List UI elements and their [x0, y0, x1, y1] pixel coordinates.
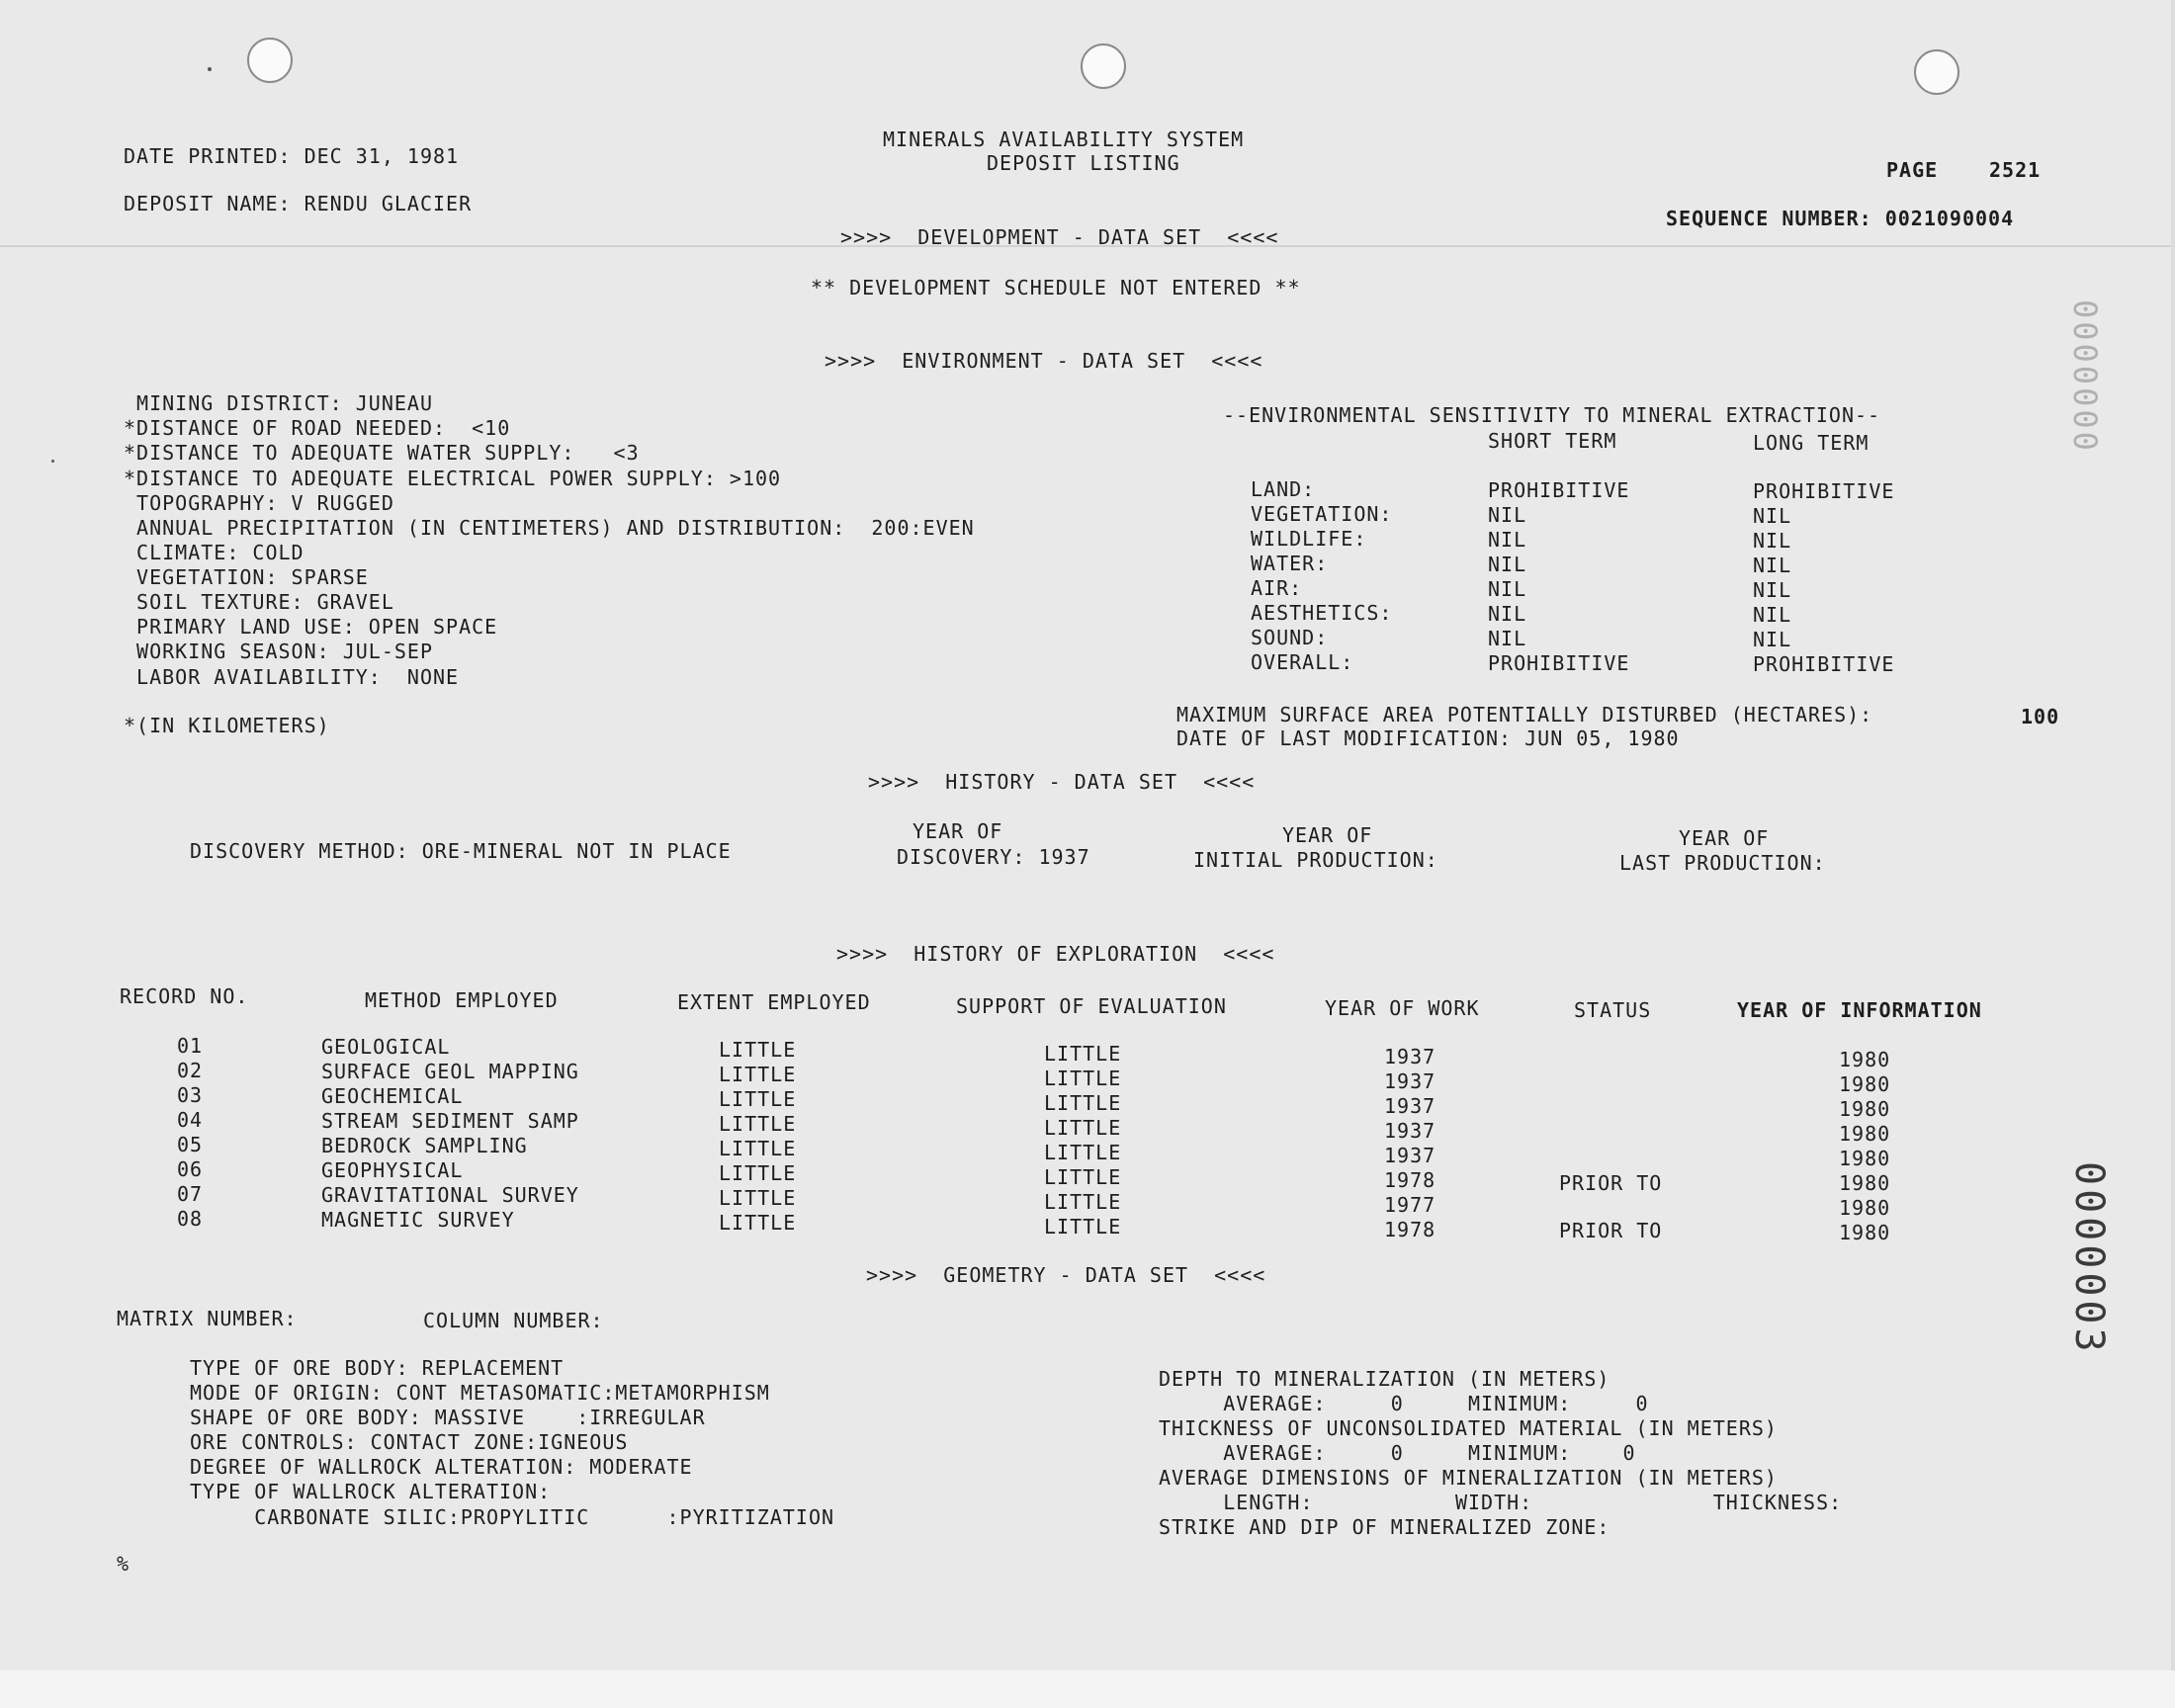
cell-year-info: 1980 [1839, 1147, 1891, 1170]
depth-values: AVERAGE: 0 MINIMUM: 0 [1159, 1392, 1649, 1415]
side-stamp-number: 0000003 [2066, 1161, 2112, 1356]
col-extent-employed: EXTENT EMPLOYED [677, 990, 871, 1014]
cell-method: GEOLOGICAL [321, 1035, 451, 1059]
col-status: STATUS [1574, 998, 1652, 1022]
cell-status: PRIOR TO [1559, 1219, 1663, 1242]
cell-record: 01 [177, 1034, 204, 1058]
matrix-number: MATRIX NUMBER: [117, 1307, 298, 1330]
cell-year-info: 1980 [1839, 1072, 1891, 1096]
cell-year-work: 1937 [1384, 1069, 1436, 1093]
development-heading: >>>> DEVELOPMENT - DATA SET <<<< [840, 225, 1279, 249]
column-number: COLUMN NUMBER: [423, 1309, 604, 1332]
cell-method: GEOPHYSICAL [321, 1158, 464, 1182]
cell-record: 04 [177, 1108, 204, 1132]
cell-support: LITTLE [1044, 1190, 1122, 1214]
cell-extent: LITTLE [719, 1137, 797, 1160]
scan-bottom-edge [0, 1670, 2175, 1708]
env-line: WORKING SEASON: JUL-SEP [124, 640, 433, 663]
strike-dip: STRIKE AND DIP OF MINERALIZED ZONE: [1159, 1515, 1610, 1539]
environment-heading: >>>> ENVIRONMENT - DATA SET <<<< [825, 349, 1263, 373]
last-production-label: YEAR OF [1679, 826, 1770, 850]
geometry-heading: >>>> GEOMETRY - DATA SET <<<< [866, 1263, 1266, 1287]
sensitivity-short: PROHIBITIVE [1488, 478, 1630, 502]
cell-extent: LITTLE [719, 1038, 797, 1062]
cell-record: 06 [177, 1157, 204, 1181]
dimensions-values: LENGTH: WIDTH: THICKNESS: [1159, 1491, 1843, 1514]
cell-year-work: 1937 [1384, 1094, 1436, 1118]
cell-extent: LITTLE [719, 1186, 797, 1210]
footer-mark: % [117, 1552, 130, 1576]
year-of-discovery-value: DISCOVERY: 1937 [897, 845, 1090, 869]
long-term-label: LONG TERM [1753, 431, 1870, 455]
sensitivity-factor: LAND: [1251, 477, 1316, 501]
cell-year-info: 1980 [1839, 1122, 1891, 1146]
history-heading: >>>> HISTORY - DATA SET <<<< [868, 770, 1256, 794]
sensitivity-short: NIL [1488, 602, 1527, 626]
short-term-label: SHORT TERM [1488, 429, 1617, 453]
cell-record: 07 [177, 1182, 204, 1206]
sensitivity-long: NIL [1753, 578, 1792, 602]
cell-extent: LITTLE [719, 1161, 797, 1185]
col-record-no: RECORD NO. [120, 984, 249, 1008]
sensitivity-short: NIL [1488, 577, 1527, 601]
sensitivity-factor: OVERALL: [1251, 650, 1354, 674]
cell-record: 08 [177, 1207, 204, 1231]
cell-year-info: 1980 [1839, 1097, 1891, 1121]
punch-hole-center [1081, 43, 1126, 89]
geometry-line: ORE CONTROLS: CONTACT ZONE:IGNEOUS [190, 1430, 629, 1454]
col-support-of-evaluation: SUPPORT OF EVALUATION [956, 994, 1227, 1018]
depth-title: DEPTH TO MINERALIZATION (IN METERS) [1159, 1367, 1610, 1391]
env-line: ANNUAL PRECIPITATION (IN CENTIMETERS) AND DISTRIBUTION: 200:EVEN [124, 516, 975, 540]
sensitivity-long: PROHIBITIVE [1753, 652, 1895, 676]
thickness-title: THICKNESS OF UNCONSOLIDATED MATERIAL (IN METERS) [1159, 1416, 1778, 1440]
geometry-line: DEGREE OF WALLROCK ALTERATION: MODERATE [190, 1455, 693, 1479]
sensitivity-factor: AIR: [1251, 576, 1303, 600]
initial-production-value: INITIAL PRODUCTION: [1193, 848, 1438, 872]
discovery-method: DISCOVERY METHOD: ORE-MINERAL NOT IN PLACE [190, 839, 732, 863]
env-line: VEGETATION: SPARSE [124, 565, 369, 589]
development-note: ** DEVELOPMENT SCHEDULE NOT ENTERED ** [811, 276, 1301, 299]
env-line: *DISTANCE OF ROAD NEEDED: <10 [124, 416, 511, 440]
cell-method: BEDROCK SAMPLING [321, 1134, 528, 1157]
cell-year-work: 1978 [1384, 1168, 1436, 1192]
cell-year-work: 1937 [1384, 1119, 1436, 1143]
sensitivity-short: NIL [1488, 528, 1527, 552]
punch-hole-left [247, 38, 293, 83]
env-line: SOIL TEXTURE: GRAVEL [124, 590, 394, 614]
environment-footnote: *(IN KILOMETERS) [124, 714, 330, 737]
col-year-of-work: YEAR OF WORK [1325, 996, 1480, 1020]
cell-year-info: 1980 [1839, 1196, 1891, 1220]
cell-support: LITTLE [1044, 1091, 1122, 1115]
paper-speck [208, 67, 212, 71]
env-line: MINING DISTRICT: JUNEAU [124, 391, 433, 415]
cell-status: PRIOR TO [1559, 1171, 1663, 1195]
max-surface-label: MAXIMUM SURFACE AREA POTENTIALLY DISTURBED (HECTARES): [1176, 703, 1873, 726]
cell-year-info: 1980 [1839, 1171, 1891, 1195]
sensitivity-factor: VEGETATION: [1251, 502, 1393, 526]
sensitivity-long: NIL [1753, 504, 1792, 528]
sensitivity-short: PROHIBITIVE [1488, 651, 1630, 675]
cell-support: LITTLE [1044, 1165, 1122, 1189]
cell-record: 03 [177, 1083, 204, 1107]
cell-year-work: 1937 [1384, 1045, 1436, 1068]
env-line: *DISTANCE TO ADEQUATE ELECTRICAL POWER SUPPLY: >100 [124, 467, 782, 490]
cell-method: SURFACE GEOL MAPPING [321, 1060, 579, 1083]
sensitivity-long: NIL [1753, 603, 1792, 627]
cell-year-work: 1937 [1384, 1144, 1436, 1167]
geometry-line: TYPE OF WALLROCK ALTERATION: [190, 1480, 552, 1503]
sensitivity-long: NIL [1753, 628, 1792, 651]
cell-year-info: 1980 [1839, 1048, 1891, 1071]
cell-support: LITTLE [1044, 1215, 1122, 1238]
cell-method: GEOCHEMICAL [321, 1084, 464, 1108]
env-line: *DISTANCE TO ADEQUATE WATER SUPPLY: <3 [124, 441, 640, 465]
cell-year-work: 1978 [1384, 1218, 1436, 1241]
sequence-number: SEQUENCE NUMBER: 0021090004 [1666, 207, 2015, 230]
max-surface-value: 100 [2021, 705, 2060, 728]
sensitivity-short: NIL [1488, 553, 1527, 576]
exploration-heading: >>>> HISTORY OF EXPLORATION <<<< [836, 942, 1275, 966]
cell-record: 02 [177, 1059, 204, 1082]
env-line: TOPOGRAPHY: V RUGGED [124, 491, 394, 515]
cell-method: MAGNETIC SURVEY [321, 1208, 515, 1232]
thickness-values: AVERAGE: 0 MINIMUM: 0 [1159, 1441, 1636, 1465]
cell-record: 05 [177, 1133, 204, 1156]
deposit-name: DEPOSIT NAME: RENDU GLACIER [124, 192, 473, 215]
dimensions-title: AVERAGE DIMENSIONS OF MINERALIZATION (IN METERS) [1159, 1466, 1778, 1490]
cell-support: LITTLE [1044, 1042, 1122, 1066]
sensitivity-factor: WATER: [1251, 552, 1329, 575]
col-year-of-information: YEAR OF INFORMATION [1737, 998, 1982, 1022]
punch-hole-right [1914, 49, 1959, 95]
cell-support: LITTLE [1044, 1067, 1122, 1090]
sensitivity-short: NIL [1488, 503, 1527, 527]
date-printed: DATE PRINTED: DEC 31, 1981 [124, 144, 460, 168]
sensitivity-factor: SOUND: [1251, 626, 1329, 649]
env-line: PRIMARY LAND USE: OPEN SPACE [124, 615, 498, 639]
page-label: PAGE [1886, 158, 1939, 182]
paper-speck [51, 460, 54, 463]
geometry-line: TYPE OF ORE BODY: REPLACEMENT [190, 1356, 565, 1380]
sensitivity-long: PROHIBITIVE [1753, 479, 1895, 503]
last-modification: DATE OF LAST MODIFICATION: JUN 05, 1980 [1176, 726, 1680, 750]
cell-extent: LITTLE [719, 1087, 797, 1111]
cell-extent: LITTLE [719, 1211, 797, 1235]
cell-extent: LITTLE [719, 1112, 797, 1136]
sensitivity-factor: WILDLIFE: [1251, 527, 1367, 551]
last-production-value: LAST PRODUCTION: [1619, 851, 1826, 875]
cell-support: LITTLE [1044, 1141, 1122, 1164]
geometry-line: SHAPE OF ORE BODY: MASSIVE :IRREGULAR [190, 1406, 706, 1429]
sensitivity-long: NIL [1753, 554, 1792, 577]
cell-method: GRAVITATIONAL SURVEY [321, 1183, 579, 1207]
geometry-line: CARBONATE SILIC:PROPYLITIC :PYRITIZATION [190, 1505, 835, 1529]
cell-year-work: 1977 [1384, 1193, 1436, 1217]
cell-support: LITTLE [1044, 1116, 1122, 1140]
side-stamp-number-faint: 0000000 [2066, 299, 2104, 454]
env-line: CLIMATE: COLD [124, 541, 304, 564]
cell-year-info: 1980 [1839, 1221, 1891, 1244]
sensitivity-short: NIL [1488, 627, 1527, 650]
cell-method: STREAM SEDIMENT SAMP [321, 1109, 579, 1133]
geometry-line: MODE OF ORIGIN: CONT METASOMATIC:METAMORPHISM [190, 1381, 770, 1405]
page-number: 2521 [1989, 158, 2042, 182]
env-line: LABOR AVAILABILITY: NONE [124, 665, 460, 689]
cell-extent: LITTLE [719, 1063, 797, 1086]
system-title: MINERALS AVAILABILITY SYSTEM [883, 128, 1245, 151]
sensitivity-title: --ENVIRONMENTAL SENSITIVITY TO MINERAL EXTRACTION-- [1223, 403, 1881, 427]
sensitivity-long: NIL [1753, 529, 1792, 553]
listing-title: DEPOSIT LISTING [987, 151, 1180, 175]
year-of-discovery-label: YEAR OF [913, 819, 1003, 843]
initial-production-label: YEAR OF [1282, 823, 1373, 847]
col-method-employed: METHOD EMPLOYED [365, 988, 559, 1012]
sensitivity-factor: AESTHETICS: [1251, 601, 1393, 625]
